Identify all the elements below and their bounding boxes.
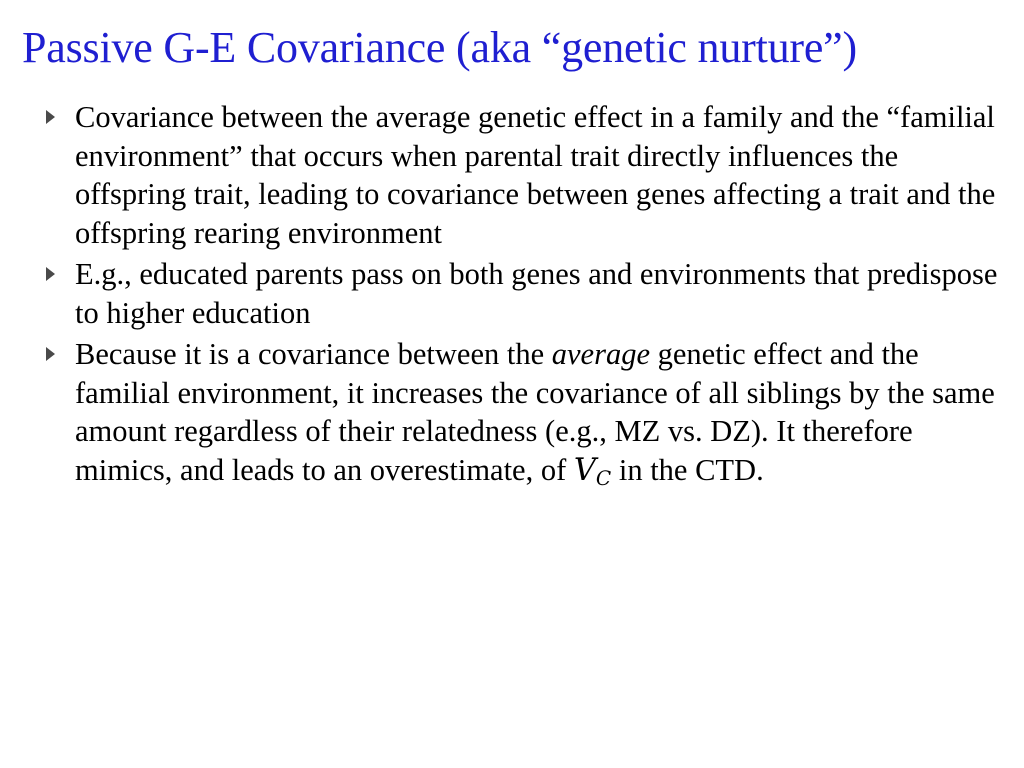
bullet-text-part: Because it is a covariance between the bbox=[75, 337, 552, 371]
triangle-bullet-icon bbox=[46, 347, 55, 361]
math-variable bbox=[573, 452, 612, 490]
triangle-bullet-icon bbox=[46, 110, 55, 124]
slide-title: Passive G-E Covariance (aka “genetic nurture”) bbox=[22, 23, 857, 72]
triangle-bullet-icon bbox=[46, 267, 55, 281]
bullet-text: Covariance between the average genetic effect in a family and the “familial environment” that occurs when parental trait directly influences the offspring trait, leading to covariance between genes affecting a trait and the offspring rearing environment bbox=[75, 100, 996, 250]
bullet-text-part: genetic effect and the familial environment, it increases the covariance of all siblings by the same amount regardless of their relatedness (e.g., MZ vs. DZ). It therefore mimics, and leads to an overestimate, of bbox=[75, 337, 995, 487]
math-subscript: C bbox=[595, 465, 612, 490]
bullet-text: E.g., educated parents pass on both genes and environments that predispose to higher education bbox=[75, 257, 998, 330]
bullet-item-consequence bbox=[22, 335, 1004, 497]
bullet-list bbox=[22, 98, 1004, 497]
bullet-text-part: in the CTD. bbox=[611, 452, 764, 487]
math-symbol: V bbox=[573, 452, 596, 488]
bullet-item-covariance-definition bbox=[22, 98, 1004, 252]
bullet-item-example bbox=[22, 255, 1004, 332]
emphasis-text: average bbox=[551, 337, 650, 371]
